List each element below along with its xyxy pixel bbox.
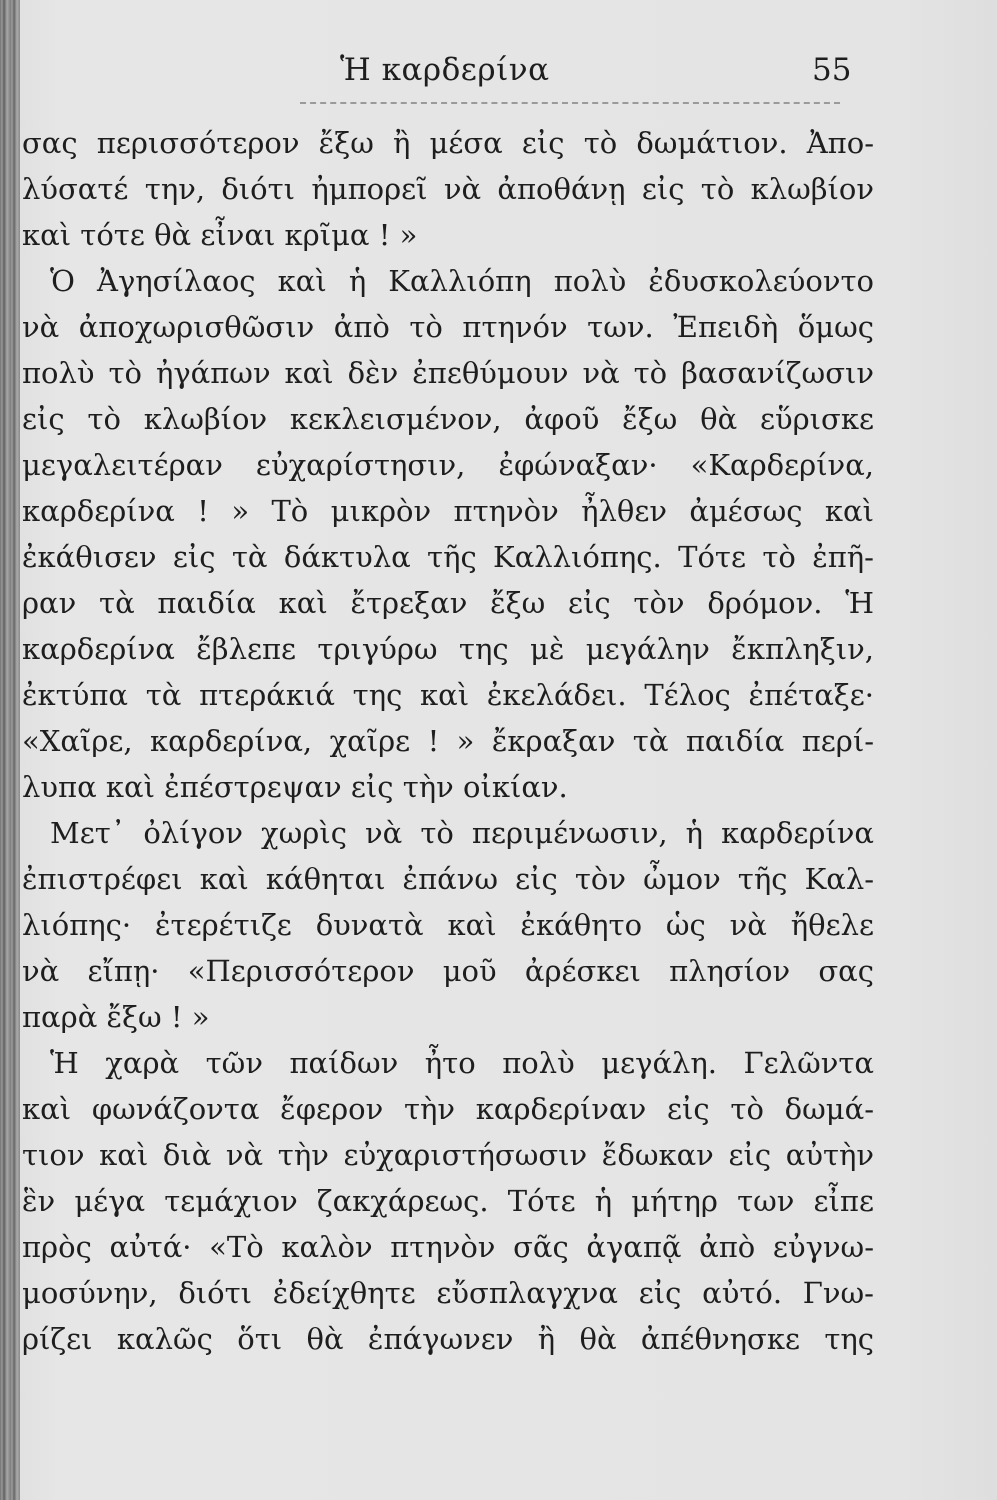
text-line: σας περισσότερον ἔξω ἢ μέσα εἰς τὸ δωμάτιον. Ἀπο-: [22, 126, 874, 160]
body-text: [22, 120, 874, 1362]
text-line: λύσατέ την, διότι ἠμπορεῖ νὰ ἀποθάνῃ εἰς τὸ κλωβίον: [22, 172, 874, 206]
text-line: Μετ᾿ ὀλίγον χωρὶς νὰ τὸ περιμένωσιν, ἡ καρδερίνα: [50, 816, 874, 850]
text-line: ἐκάθισεν εἰς τὰ δάκτυλα τῆς Καλλιόπης. Τότε τὸ ἐπῆ-: [22, 540, 874, 574]
text-line: ἐπιστρέφει καὶ κάθηται ἐπάνω εἰς τὸν ὦμον τῆς Καλ-: [22, 862, 874, 896]
text-line: εἰς τὸ κλωβίον κεκλεισμένον, ἀφοῦ ἔξω θὰ εὕρισκε: [22, 402, 874, 436]
text-line: λιόπης· ἐτερέτιζε δυνατὰ καὶ ἐκάθητο ὡς νὰ ἤθελε: [22, 908, 874, 942]
page-number: 55: [812, 52, 852, 88]
text-line: «Χαῖρε, καρδερίνα, χαῖρε ! » ἔκραξαν τὰ παιδία περί-: [22, 724, 874, 758]
text-line: λυπα καὶ ἐπέστρεψαν εἰς τὴν οἰκίαν.: [22, 770, 568, 804]
text-line: καὶ φωνάζοντα ἔφερον τὴν καρδερίναν εἰς τὸ δωμά-: [22, 1092, 874, 1126]
running-header: [0, 52, 997, 98]
text-line: μεγαλειτέραν εὐχαρίστησιν, ἐφώναξαν· «Καρδερίνα,: [22, 448, 874, 482]
text-line: παρὰ ἔξω ! »: [22, 1000, 210, 1034]
text-line: πρὸς αὐτά· «Τὸ καλὸν πτηνὸν σᾶς ἀγαπᾷ ἀπὸ εὐγνω-: [22, 1230, 874, 1264]
text-line: καρδερίνα ! » Τὸ μικρὸν πτηνὸν ἦλθεν ἀμέσως καὶ: [22, 494, 874, 528]
text-line: καρδερίνα ἔβλεπε τριγύρω της μὲ μεγάλην ἔκπληξιν,: [22, 632, 874, 666]
text-line: καὶ τότε θὰ εἶναι κρῖμα ! »: [22, 218, 418, 252]
text-line: πολὺ τὸ ἠγάπων καὶ δὲν ἐπεθύμουν νὰ τὸ βασανίζωσιν: [22, 356, 874, 390]
text-line: ρίζει καλῶς ὅτι θὰ ἐπάγωνεν ἢ θὰ ἀπέθνησκε της: [22, 1322, 874, 1356]
text-line: ἐκτύπα τὰ πτεράκιά της καὶ ἐκελάδει. Τέλος ἐπέταξε·: [22, 678, 874, 712]
text-line: μοσύνην, διότι ἐδείχθητε εὔσπλαγχνα εἰς αὐτό. Γνω-: [22, 1276, 874, 1310]
text-line: ραν τὰ παιδία καὶ ἔτρεξαν ἔξω εἰς τὸν δρόμον. Ἡ: [22, 586, 874, 620]
text-line: Ἡ χαρὰ τῶν παίδων ἦτο πολὺ μεγάλη. Γελῶντα: [50, 1046, 874, 1080]
text-line: νὰ ἀποχωρισθῶσιν ἀπὸ τὸ πτηνόν των. Ἐπειδὴ ὅμως: [22, 310, 874, 344]
text-line: Ὁ Ἀγησίλαος καὶ ἡ Καλλιόπη πολὺ ἐδυσκολεύοντο: [50, 264, 874, 298]
text-line: ἓν μέγα τεμάχιον ζακχάρεως. Τότε ἡ μήτηρ των εἶπε: [22, 1184, 874, 1218]
text-line: τιον καὶ διὰ νὰ τὴν εὐχαριστήσωσιν ἔδωκαν εἰς αὐτὴν: [22, 1138, 874, 1172]
book-binding-edge: [0, 0, 20, 1500]
header-rule: [300, 102, 840, 104]
text-line: νὰ εἴπῃ· «Περισσότερον μοῦ ἀρέσκει πλησίον σας: [22, 954, 874, 988]
running-head-title: Ἡ καρδερίνα: [340, 52, 550, 88]
